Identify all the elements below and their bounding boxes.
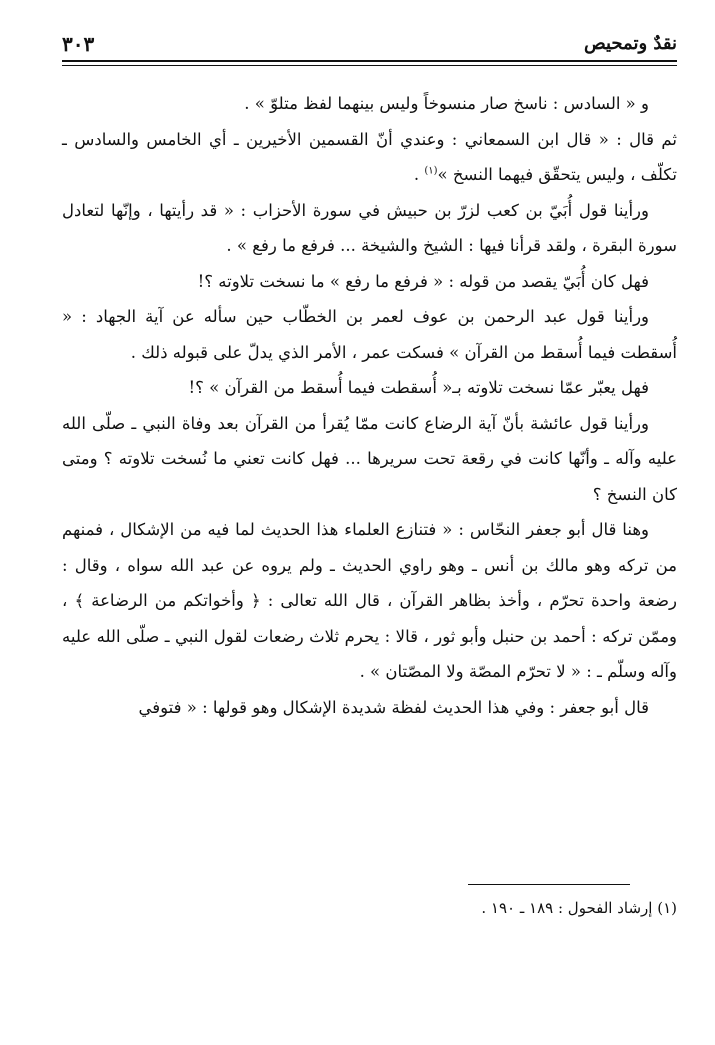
- page-header: [62, 30, 677, 60]
- paragraph-3: ورأينا قول أُبَيّ بن كعب لزرّ بن حبيش في سورة الأحزاب : « قد رأيتها ، وإنّها لتعادل سورة البقرة ، ولقد قرأنا فيها : الشيخ والشيخة ... فرفع ما رفع » .: [62, 200, 677, 255]
- footnote-rule: [468, 884, 630, 885]
- paragraph-8: وهنا قال أبو جعفر النحّاس : « فتنازع العلماء هذا الحديث لما فيه من الإشكال ، فمنهم من تركه وهو مالك بن أنس ـ وهو راوي الحديث ـ ولم يروه عن عبد الله سواه ، وقال : رضعة واحدة تحرّم ، وأخذ بظاهر القرآن ، قال الله تعالى : ﴿ وأخواتكم من الرضاعة ﴾ ، وممّن تركه : أحمد بن حنبل وأبو ثور ، قالا : يحرم ثلاث رضعات لقول النبي ـ صلّى الله عليه وآله وسلّم ـ : « لا تحرّم المصّة ولا المصّتان » .: [62, 520, 677, 681]
- page-number: ٣٠٣: [62, 32, 95, 56]
- paragraph-2-tail: .: [413, 165, 425, 184]
- paragraph-1: و « السادس : ناسخ صار منسوخاً وليس بينهما لفظ متلوّ » .: [244, 94, 649, 113]
- paragraph-6: فهل يعبّر عمّا نسخت تلاوته بـ« أُسقطت فيما أُسقط من القرآن » ؟!: [188, 378, 649, 397]
- paragraph-4: فهل كان أُبَيّ يقصد من قوله : « فرفع ما رفع » ما نسخت تلاوته ؟!: [197, 271, 649, 291]
- paragraph-5: ورأينا قول عبد الرحمن بن عوف لعمر بن الخطّاب حين سأله عن آية الجهاد : « أُسقطت فيما أُسقط من القرآن » فسكت عمر ، الأمر الذي يدلّ على قبوله ذلك .: [62, 307, 677, 362]
- header-rule-thick: [62, 60, 677, 62]
- paragraph-2-text: ثم قال : « قال ابن السمعاني : وعندي أنّ القسمين الأخيرين ـ أي الخامس والسادس ـ تكلّف ، وليس يتحقّق فيهما النسخ »: [62, 129, 677, 184]
- footnote: (١) إرشاد الفحول : ١٨٩ ـ ١٩٠ .: [481, 899, 677, 917]
- running-title: نقدٌ وتمحيص: [583, 33, 677, 54]
- body-text: [62, 86, 677, 725]
- paragraph-2: [62, 122, 677, 193]
- paragraph-9: قال أبو جعفر : وفي هذا الحديث لفظة شديدة الإشكال وهو قولها : « فتوفي: [138, 697, 649, 717]
- header-rule-thin: [62, 65, 677, 66]
- footnote-reference: (١): [424, 165, 438, 177]
- paragraph-7: ورأينا قول عائشة بأنّ آية الرضاع كانت ممّا يُقرأ من القرآن بعد وفاة النبي ـ صلّى الله عليه وآله ـ وأنّها كانت في رقعة تحت سريرها ... فهل كانت تعني ما نُسخت تلاوته ؟ ومتى كان النسخ ؟: [62, 413, 677, 504]
